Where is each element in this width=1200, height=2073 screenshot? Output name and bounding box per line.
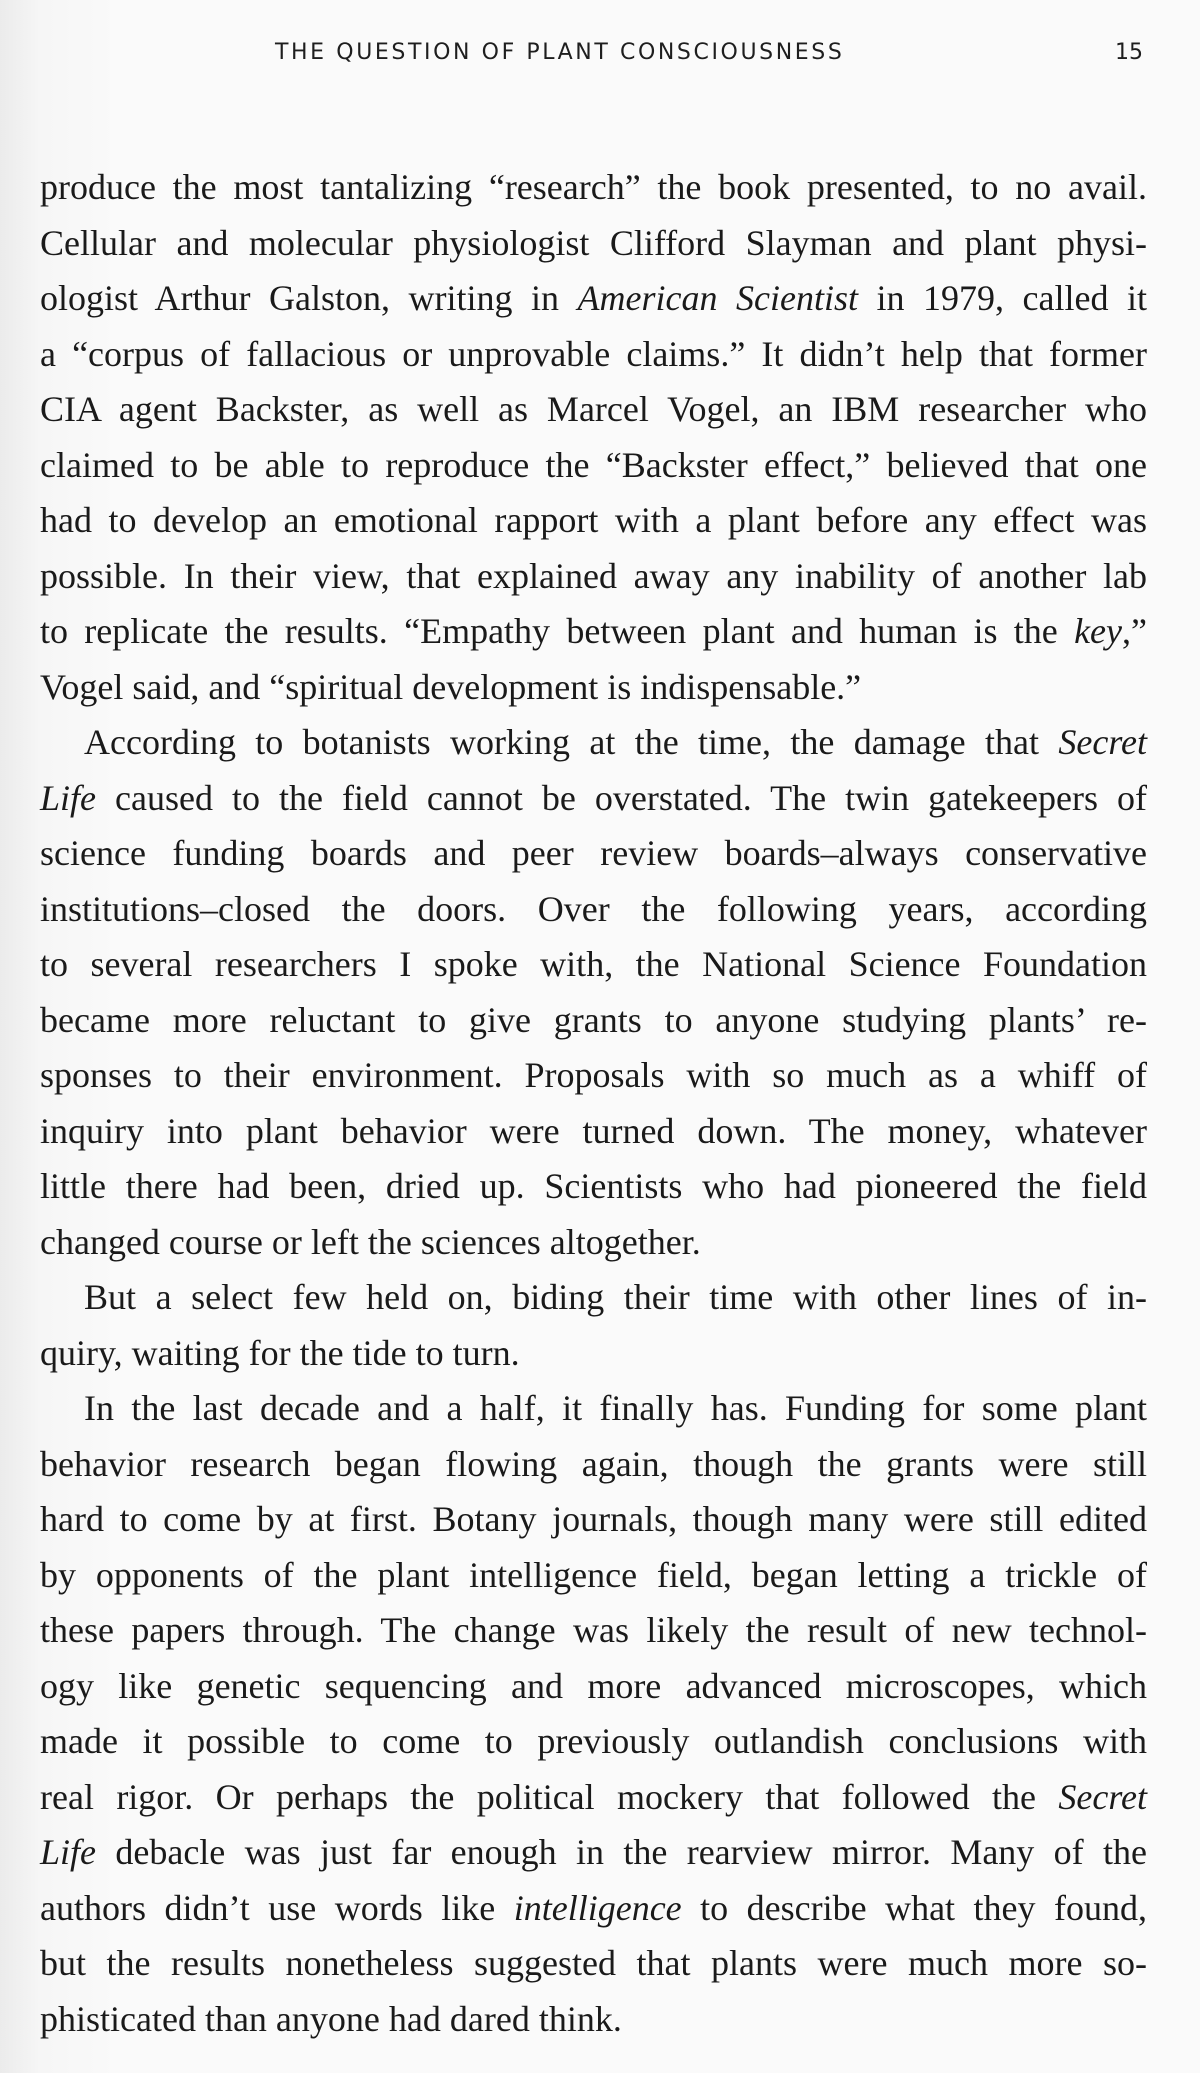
- page-number: 15: [1115, 40, 1143, 65]
- text-line: [40, 1825, 1147, 1881]
- text-line: [40, 1992, 1147, 2048]
- text-segment: hard to come by at first. Botany journals, though many were still edited: [40, 1499, 1147, 1539]
- paragraph: [40, 1270, 1147, 1381]
- text-line: [40, 771, 1147, 827]
- text-line: [40, 1548, 1147, 1604]
- text-line: [40, 1603, 1147, 1659]
- text-segment: in 1979, called it: [858, 278, 1147, 318]
- text-segment: made it possible to come to previously outlandish conclusions with: [40, 1721, 1147, 1761]
- text-line: [40, 1159, 1147, 1215]
- text-line: [40, 660, 1147, 716]
- text-segment: produce the most tantalizing “research” the book presented, to no avail.: [40, 167, 1147, 207]
- italic-text: key: [1074, 611, 1123, 651]
- text-segment: had to develop an emotional rapport with a plant before any effect was: [40, 500, 1147, 540]
- text-segment: sponses to their environment. Proposals with so much as a whiff of: [40, 1055, 1147, 1095]
- page-header: [0, 40, 1200, 70]
- text-line: [40, 604, 1147, 660]
- text-line: [40, 882, 1147, 938]
- text-segment: changed course or left the sciences altogether.: [40, 1221, 701, 1262]
- paragraph: [40, 1381, 1147, 2047]
- text-line: [40, 1936, 1147, 1992]
- text-line: [40, 1270, 1147, 1326]
- text-segment: But a select few held on, biding their time with other lines of in-: [84, 1277, 1147, 1317]
- text-segment: In the last decade and a half, it finally has. Funding for some plant: [84, 1388, 1147, 1428]
- text-segment: authors didn’t use words like: [40, 1887, 514, 1928]
- text-segment: ologist Arthur Galston, writing in: [40, 278, 578, 318]
- text-line: [40, 1381, 1147, 1437]
- text-segment: to several researchers I spoke with, the National Science Foundation: [40, 944, 1147, 984]
- text-segment: science funding boards and peer review boards–always conservative: [40, 833, 1147, 873]
- text-line: [40, 382, 1147, 438]
- text-line: [40, 1215, 1147, 1271]
- text-line: [40, 937, 1147, 993]
- text-line: [40, 1881, 1147, 1937]
- text-line: [40, 993, 1147, 1049]
- text-line: [40, 1437, 1147, 1493]
- text-segment: CIA agent Backster, as well as Marcel Vogel, an IBM researcher who: [40, 389, 1147, 429]
- text-segment: but the results nonetheless suggested that plants were much more so-: [40, 1943, 1147, 1983]
- text-segment: became more reluctant to give grants to anyone studying plants’ re-: [40, 999, 1147, 1040]
- text-segment: Cellular and molecular physiologist Clifford Slayman and plant physi-: [40, 222, 1147, 263]
- italic-text: Secret: [1058, 722, 1147, 762]
- text-line: [40, 1659, 1147, 1715]
- italic-text: American Scientist: [577, 278, 858, 318]
- text-segment: debacle was just far enough in the rearview mirror. Many of the: [96, 1832, 1147, 1872]
- text-segment: inquiry into plant behavior were turned down. The money, whatever: [40, 1110, 1147, 1151]
- text-segment: quiry, waiting for the tide to turn.: [40, 1332, 520, 1373]
- text-line: [40, 1492, 1147, 1548]
- text-line: [40, 1048, 1147, 1104]
- text-line: [40, 549, 1147, 605]
- text-segment: claimed to be able to reproduce the “Backster effect,” believed that one: [40, 444, 1147, 485]
- text-line: [40, 1714, 1147, 1770]
- paragraph: [40, 160, 1147, 715]
- text-segment: by opponents of the plant intelligence field, began letting a trickle of: [40, 1554, 1147, 1595]
- text-segment: Vogel said, and “spiritual development is indispensable.”: [40, 666, 862, 707]
- text-segment: institutions–closed the doors. Over the following years, according: [40, 888, 1147, 929]
- text-line: [40, 1104, 1147, 1160]
- running-head: THE QUESTION OF PLANT CONSCIOUSNESS: [275, 40, 845, 65]
- text-line: [40, 715, 1147, 771]
- text-line: [40, 160, 1147, 216]
- text-segment: a “corpus of fallacious or unprovable claims.” It didn’t help that former: [40, 333, 1147, 374]
- text-line: [40, 216, 1147, 272]
- text-segment: behavior research began flowing again, though the grants were still: [40, 1443, 1147, 1484]
- text-segment: to replicate the results. “Empathy between plant and human is the: [40, 611, 1075, 651]
- body-text: [40, 160, 1147, 2047]
- text-segment: little there had been, dried up. Scientists who had pioneered the field: [40, 1166, 1147, 1206]
- text-line: [40, 438, 1147, 494]
- text-segment: possible. In their view, that explained away any inability of another lab: [40, 555, 1147, 596]
- italic-text: Life: [40, 777, 97, 818]
- text-segment: to describe what they found,: [681, 1887, 1147, 1928]
- text-segment: ,”: [1122, 611, 1147, 651]
- text-line: [40, 493, 1147, 549]
- text-line: [40, 826, 1147, 882]
- italic-text: Life: [40, 1832, 97, 1872]
- text-segment: these papers through. The change was likely the result of new technol-: [40, 1610, 1147, 1650]
- paragraph: [40, 715, 1147, 1270]
- text-segment: ogy like genetic sequencing and more advanced microscopes, which: [40, 1665, 1147, 1706]
- text-segment: caused to the field cannot be overstated. The twin gatekeepers of: [96, 777, 1147, 818]
- text-segment: According to botanists working at the time, the damage that: [84, 722, 1059, 762]
- text-line: [40, 327, 1147, 383]
- text-line: [40, 271, 1147, 327]
- text-segment: real rigor. Or perhaps the political mockery that followed the: [40, 1776, 1059, 1817]
- italic-text: Secret: [1058, 1776, 1147, 1817]
- italic-text: intelligence: [513, 1887, 682, 1928]
- text-segment: phisticated than anyone had dared think.: [40, 1998, 622, 2039]
- text-line: [40, 1770, 1147, 1826]
- text-line: [40, 1326, 1147, 1382]
